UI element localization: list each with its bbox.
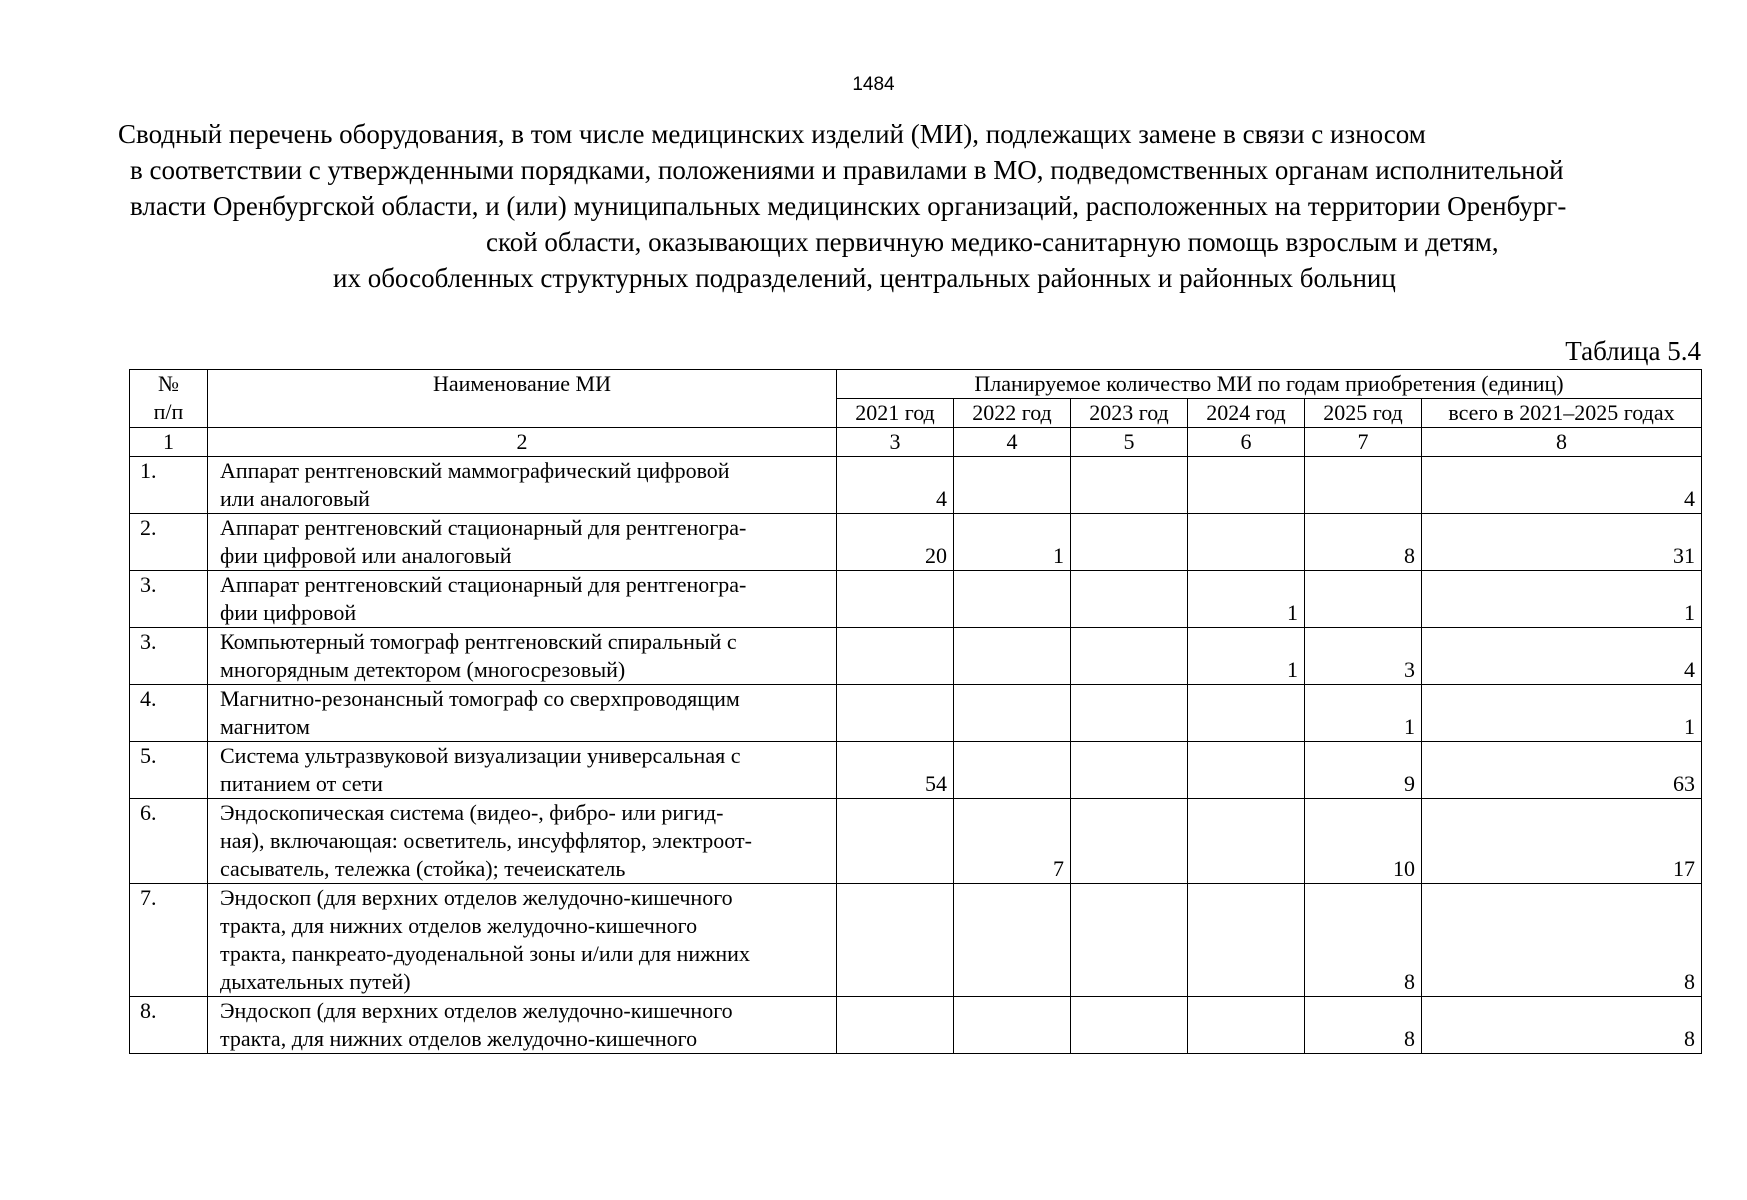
device-name xyxy=(208,628,837,685)
total-cell: 4 xyxy=(1422,457,1702,514)
column-index: 6 xyxy=(1188,428,1305,457)
year-value-cell xyxy=(1071,628,1188,685)
device-name xyxy=(208,884,837,997)
row-number: 6. xyxy=(130,799,208,884)
device-name-line: многорядным детектором (многосрезовый) xyxy=(220,657,626,682)
row-number: 4. xyxy=(130,685,208,742)
device-name-line: Эндоскоп (для верхних отделов желудочно-кишечного xyxy=(220,885,733,910)
device-name-line: магнитом xyxy=(220,714,310,739)
total-cell: 8 xyxy=(1422,997,1702,1054)
device-name-line: сасыватель, тележка (стойка); течеискатель xyxy=(220,856,626,881)
device-name-line: Аппарат рентгеновский стационарный для рентгеногра- xyxy=(220,572,747,597)
year-value-cell: 20 xyxy=(837,514,954,571)
device-name-line: тракта, для нижних отделов желудочно-кишечного xyxy=(220,913,698,938)
year-value-cell xyxy=(1188,997,1305,1054)
row-number: 2. xyxy=(130,514,208,571)
year-value-cell: 1 xyxy=(1188,628,1305,685)
row-number: 1. xyxy=(130,457,208,514)
year-value-cell: 1 xyxy=(1305,685,1422,742)
table-body xyxy=(130,457,1702,1054)
header-number-sign: № xyxy=(158,371,179,396)
device-name-line: питанием от сети xyxy=(220,771,383,796)
year-value-cell xyxy=(837,997,954,1054)
year-value-cell xyxy=(954,742,1071,799)
total-cell: 1 xyxy=(1422,571,1702,628)
header-total: всего в 2021–2025 годах xyxy=(1422,399,1702,428)
page-number: 1484 xyxy=(852,74,895,95)
device-name xyxy=(208,685,837,742)
total-cell: 63 xyxy=(1422,742,1702,799)
header-number-pp: п/п xyxy=(153,399,184,424)
device-name-line: Компьютерный томограф рентгеновский спиральный с xyxy=(220,629,737,654)
year-value-cell: 1 xyxy=(954,514,1071,571)
year-value-cell: 3 xyxy=(1305,628,1422,685)
year-value-cell xyxy=(837,571,954,628)
header-planned: Планируемое количество МИ по годам приобретения (единиц) xyxy=(837,370,1702,399)
column-index: 7 xyxy=(1305,428,1422,457)
device-name-line: фии цифровой xyxy=(220,600,357,625)
year-value-cell xyxy=(1071,997,1188,1054)
total-cell: 1 xyxy=(1422,685,1702,742)
header-year: 2022 год xyxy=(954,399,1071,428)
year-value-cell xyxy=(1071,884,1188,997)
device-name-line: Аппарат рентгеновский стационарный для рентгеногра- xyxy=(220,515,747,540)
table-row xyxy=(130,742,1702,799)
total-cell: 4 xyxy=(1422,628,1702,685)
table-row xyxy=(130,799,1702,884)
year-value-cell xyxy=(1188,514,1305,571)
year-value-cell xyxy=(1188,884,1305,997)
device-name-line: дыхательных путей) xyxy=(220,969,411,994)
device-name-line: Эндоскопическая система (видео-, фибро- или ригид- xyxy=(220,800,724,825)
year-value-cell xyxy=(1188,742,1305,799)
year-value-cell xyxy=(954,997,1071,1054)
device-name-line: Магнитно-резонансный томограф со сверхпроводящим xyxy=(220,686,740,711)
header-name: Наименование МИ xyxy=(208,370,837,428)
title-line: ской области, оказывающих первичную медико-санитарную помощь взрослым и детям, xyxy=(486,227,1499,257)
device-name-line: тракта, для нижних отделов желудочно-кишечного xyxy=(220,1026,698,1051)
year-value-cell xyxy=(954,457,1071,514)
year-value-cell xyxy=(954,685,1071,742)
equipment-table xyxy=(129,369,1702,1054)
year-value-cell: 10 xyxy=(1305,799,1422,884)
year-value-cell: 8 xyxy=(1305,997,1422,1054)
table-row xyxy=(130,571,1702,628)
year-value-cell xyxy=(1071,571,1188,628)
table-row xyxy=(130,514,1702,571)
year-value-cell xyxy=(1305,571,1422,628)
title-line: их обособленных структурных подразделений, центральных районных и районных больниц xyxy=(333,263,1396,293)
device-name-line: фии цифровой или аналоговый xyxy=(220,543,512,568)
table-row xyxy=(130,685,1702,742)
year-value-cell xyxy=(837,799,954,884)
device-name-line: Эндоскоп (для верхних отделов желудочно-кишечного xyxy=(220,998,733,1023)
device-name-line: Система ультразвуковой визуализации универсальная с xyxy=(220,743,741,768)
device-name xyxy=(208,514,837,571)
table-row xyxy=(130,457,1702,514)
row-number: 3. xyxy=(130,571,208,628)
table-label: Таблица 5.4 xyxy=(1565,336,1701,366)
title-line: власти Оренбургской области, и (или) муниципальных медицинских организаций, расположенных на территории Оренбург- xyxy=(130,191,1567,221)
header-number xyxy=(130,370,208,428)
column-index: 8 xyxy=(1422,428,1702,457)
year-value-cell: 54 xyxy=(837,742,954,799)
device-name-line: или аналоговый xyxy=(220,486,370,511)
column-index: 5 xyxy=(1071,428,1188,457)
year-value-cell xyxy=(1071,742,1188,799)
year-value-cell xyxy=(1188,457,1305,514)
table-row xyxy=(130,884,1702,997)
column-index: 4 xyxy=(954,428,1071,457)
column-index: 2 xyxy=(208,428,837,457)
year-value-cell xyxy=(954,571,1071,628)
total-cell: 17 xyxy=(1422,799,1702,884)
device-name xyxy=(208,997,837,1054)
row-number: 7. xyxy=(130,884,208,997)
title-line: в соответствии с утвержденными порядками, положениями и правилами в МО, подведомственных органам исполнительной xyxy=(130,155,1564,185)
title-line: Сводный перечень оборудования, в том числе медицинских изделий (МИ), подлежащих замене в связи с износом xyxy=(118,119,1426,149)
year-value-cell xyxy=(1071,514,1188,571)
table-row xyxy=(130,997,1702,1054)
total-cell: 31 xyxy=(1422,514,1702,571)
year-value-cell: 9 xyxy=(1305,742,1422,799)
year-value-cell xyxy=(1188,799,1305,884)
year-value-cell xyxy=(1071,685,1188,742)
device-name-line: ная), включающая: осветитель, инсуффлятор, электроот- xyxy=(220,828,752,853)
year-value-cell xyxy=(837,884,954,997)
header-year: 2024 год xyxy=(1188,399,1305,428)
year-value-cell: 7 xyxy=(954,799,1071,884)
column-index-row xyxy=(130,428,1702,457)
year-value-cell: 8 xyxy=(1305,514,1422,571)
document-title xyxy=(100,116,1700,296)
year-value-cell xyxy=(954,628,1071,685)
device-name xyxy=(208,571,837,628)
column-index: 3 xyxy=(837,428,954,457)
device-name xyxy=(208,799,837,884)
year-value-cell: 8 xyxy=(1305,884,1422,997)
year-value-cell xyxy=(837,685,954,742)
device-name xyxy=(208,742,837,799)
device-name-line: тракта, панкреато-дуоденальной зоны и/или для нижних xyxy=(220,941,750,966)
device-name-line: Аппарат рентгеновский маммографический цифровой xyxy=(220,458,730,483)
header-year: 2025 год xyxy=(1305,399,1422,428)
year-value-cell xyxy=(1305,457,1422,514)
row-number: 5. xyxy=(130,742,208,799)
column-index: 1 xyxy=(130,428,208,457)
year-value-cell xyxy=(954,884,1071,997)
header-year: 2021 год xyxy=(837,399,954,428)
table-row xyxy=(130,628,1702,685)
header-year: 2023 год xyxy=(1071,399,1188,428)
year-value-cell: 1 xyxy=(1188,571,1305,628)
row-number: 8. xyxy=(130,997,208,1054)
device-name xyxy=(208,457,837,514)
total-cell: 8 xyxy=(1422,884,1702,997)
year-value-cell xyxy=(1188,685,1305,742)
year-value-cell: 4 xyxy=(837,457,954,514)
year-value-cell xyxy=(1071,799,1188,884)
year-value-cell xyxy=(1071,457,1188,514)
row-number: 3. xyxy=(130,628,208,685)
year-value-cell xyxy=(837,628,954,685)
